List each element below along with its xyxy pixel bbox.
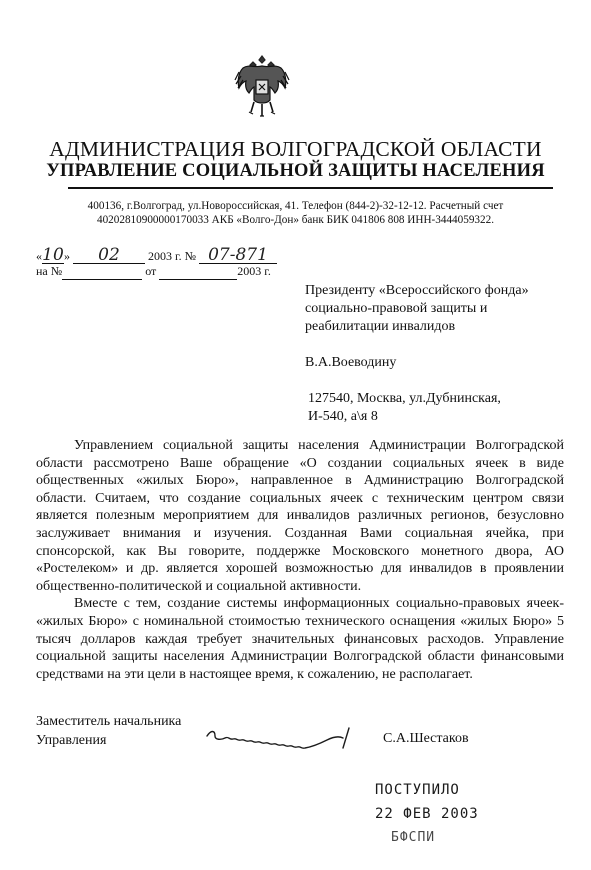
header-divider [68,187,553,189]
outgoing-reference: «10» 02 2003 г. № 07-871 [36,248,277,264]
reply-year: 2003 г. [237,264,271,278]
stamp-received-label: ПОСТУПИЛО [375,782,460,798]
recipient-name: В.А.Воеводину [305,355,397,370]
signatory-name: С.А.Шестаков [383,731,469,746]
reference-number-label: № [184,249,197,263]
incoming-reference [36,264,277,280]
reply-from-label: от [145,264,157,278]
recipient-line: Президенту «Всероссийского фонда» [305,283,529,298]
signatory-role-line: Управления [36,733,107,748]
bank-details-line: 40202810900000170033 АКБ «Волго-Дон» банк БИК 041806 808 ИНН-3444059322. [96,214,495,226]
address-block [0,199,591,227]
organization-title: АДМИНИСТРАЦИЯ ВОЛГОГРАДСКОЙ ОБЛАСТИ [49,137,542,161]
recipient-address: 127540, Москва, ул.Дубнинская, [308,391,501,406]
reference-year: 2003 г. [148,249,182,263]
received-stamp [375,778,479,850]
signatory-role-line: Заместитель начальника [36,714,182,729]
department-title: УПРАВЛЕНИЕ СОЦИАЛЬНОЙ ЗАЩИТЫ НАСЕЛЕНИЯ [46,161,545,181]
stamp-organization: БФСПИ [391,830,436,845]
stamp-date: 22 ФЕВ 2003 [375,806,479,822]
coat-of-arms-emblem [233,50,291,120]
body-paragraph: Вместе с тем, создание системы информационных социально-правовых ячеек- «жилых Бюро» с номинальной стоимостью технического оснащения «жилых Бюро» 5 тысяч долларов каждая требует значительных финансовых расходов. Управление социальной защиты населения Администрации Волгоградской области финансовыми средствами на эти цели в настоящее время, к сожалению, не располагает. [36,596,564,682]
recipient-line: реабилитации инвалидов [305,319,456,334]
letter-body [36,437,564,683]
handwritten-signature [203,722,363,752]
reference-number: 07-871 [199,248,277,264]
reference-month: 02 [73,248,145,264]
address-line: 400136, г.Волгоград, ул.Новороссийская, 41. Телефон (844-2)-32-12-12. Расчетный счет [87,200,504,212]
body-paragraph: Управлением социальной защиты населения Администрации Волгоградской области рассмотрено Ваше обращение «О создании социальных ячеек в виде общественных «жилых Бюро», направленное в Администрацию Волгоградской области. Считаем, что создание социальных ячеек с техническим центром связи является полезным мероприятием для инвалидов различных регионов, безусловно заслуживает внимания и изучения. Созданная Вами социальная ячейка, при спонсорской, как Вы говорите, поддержке Московского монетного двора, АО «Ростелеком» и др. является хорошей возможностью для инвалидов в проявлении общественно-политической и социальной активности. [36,438,564,594]
reference-block [36,245,277,280]
recipient-block [305,282,529,426]
recipient-address: И-540, а\я 8 [308,409,378,424]
reply-number-label: на № [36,264,63,278]
recipient-line: социально-правовой защиты и [305,301,488,316]
reference-day: 10 [42,245,64,265]
signatory-role [36,712,181,750]
